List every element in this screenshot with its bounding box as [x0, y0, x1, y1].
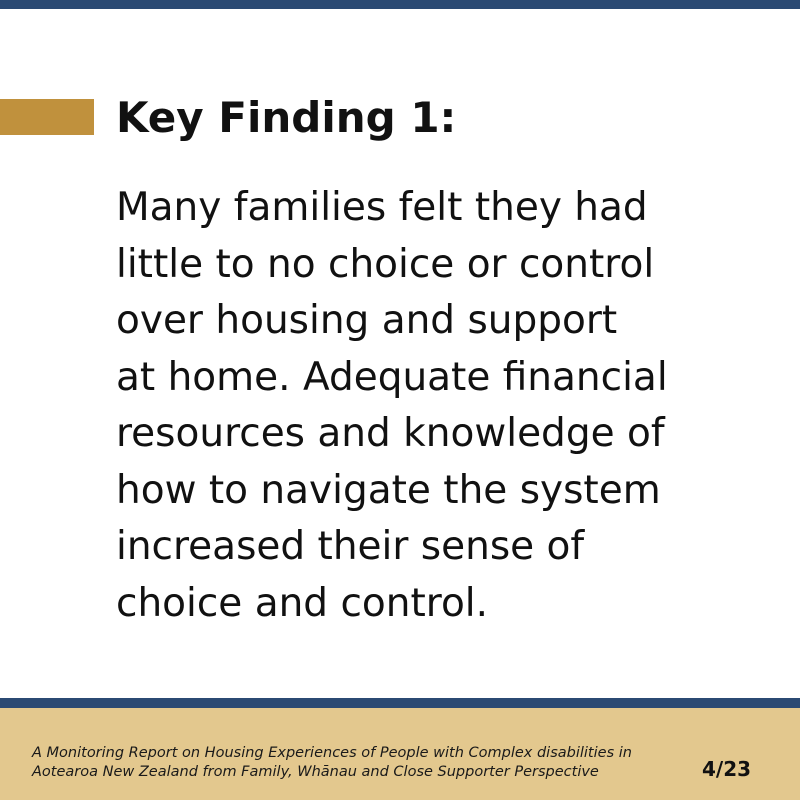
body-line: increased their sense of — [116, 524, 585, 569]
footer — [0, 708, 800, 800]
key-finding-heading: Key Finding 1: — [116, 93, 457, 142]
body-line: how to navigate the system — [116, 467, 661, 513]
report-title-caption — [32, 744, 632, 782]
body-line: at home. Adequate financial — [116, 354, 668, 400]
caption-line: Aotearoa New Zealand from Family, Whānau and Close Supporter Perspective — [32, 764, 599, 780]
top-border-bar — [0, 0, 800, 9]
body-line: Many families felt they had — [116, 185, 648, 230]
caption-line: A Monitoring Report on Housing Experiences of People with Complex disabilities in — [32, 745, 632, 761]
body-line: little to no choice or control — [116, 241, 655, 287]
key-finding-body — [116, 180, 776, 632]
footer-divider-bar — [0, 698, 800, 708]
body-line: resources and knowledge of — [116, 411, 665, 456]
body-line: over housing and support — [116, 298, 618, 343]
page-number: 4/23 — [702, 757, 752, 781]
heading-accent-bar — [0, 99, 94, 135]
body-line: choice and control. — [116, 580, 489, 626]
